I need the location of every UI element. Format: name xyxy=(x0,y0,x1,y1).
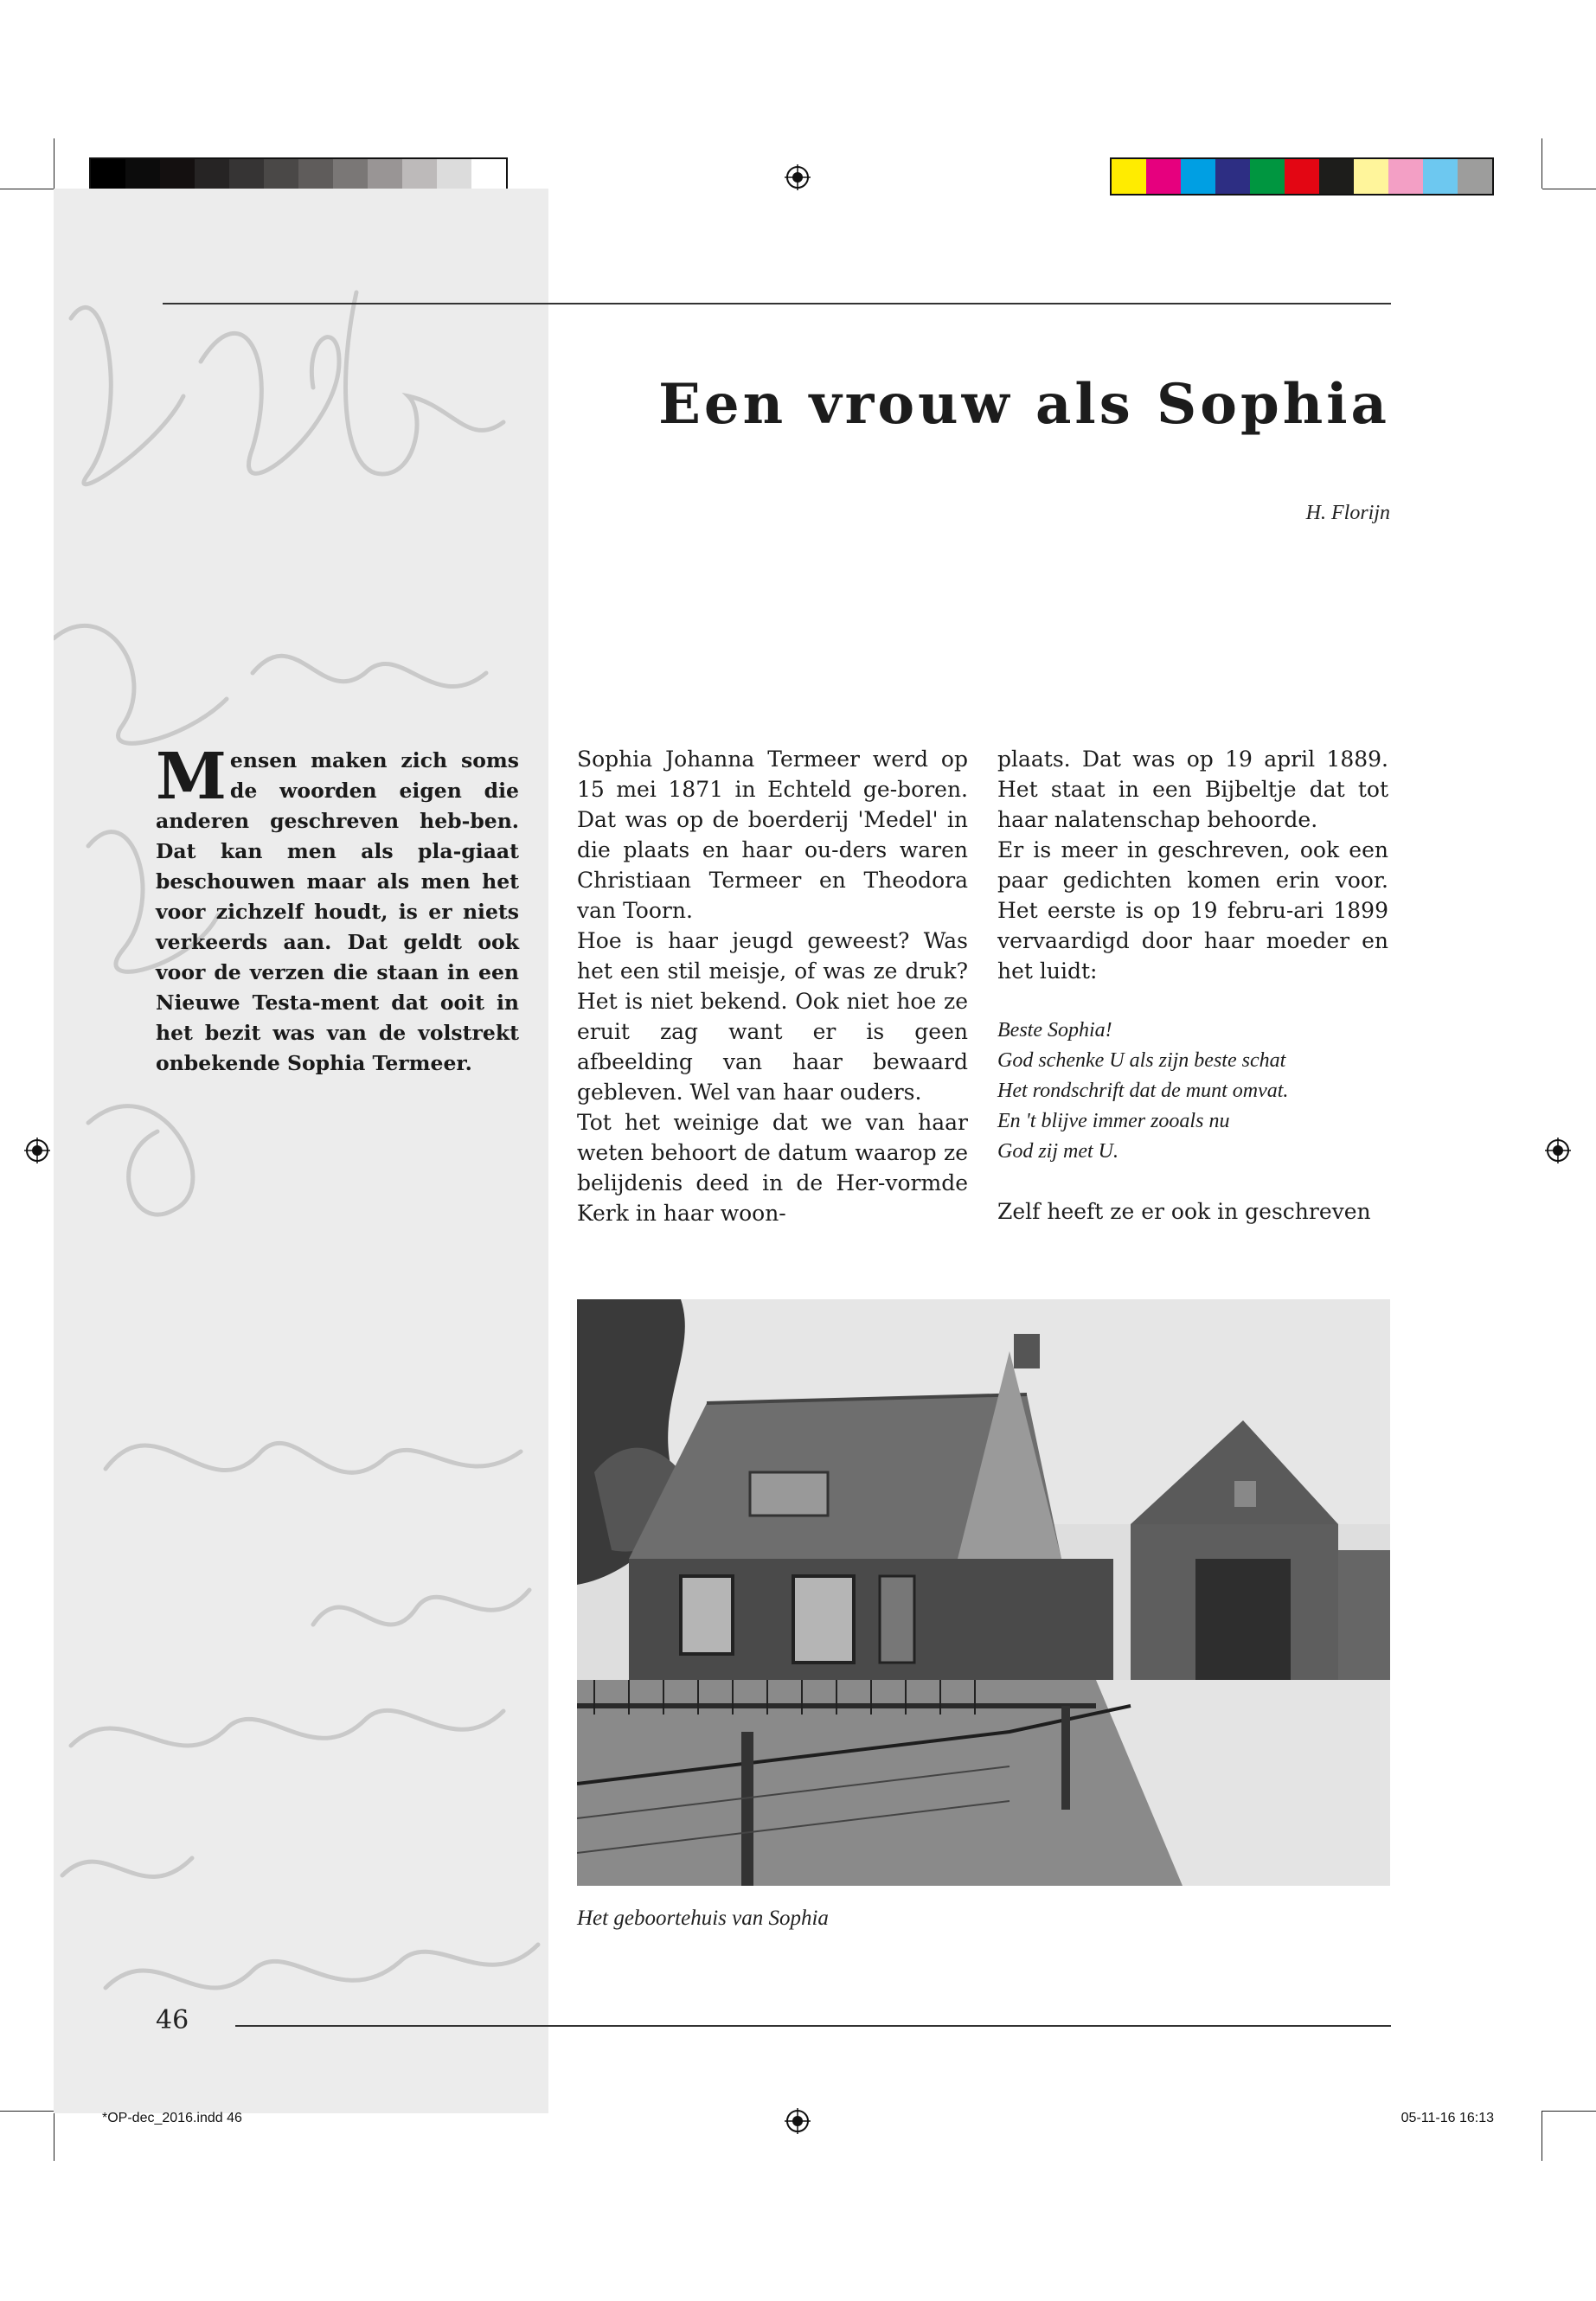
poem-line: Het rondschrift dat de munt omvat. xyxy=(997,1080,1289,1102)
photo-caption: Het geboortehuis van Sophia xyxy=(577,1907,829,1930)
registration-mark-icon xyxy=(1545,1138,1571,1163)
body-paragraph: Er is meer in geschreven, ook een paar gedichten komen erin voor. Het eerste is op 19 febru-ari 1899 vervaardigd door haar moeder en het luidt: xyxy=(997,837,1388,984)
color-swatch xyxy=(1146,159,1181,194)
registration-mark-icon xyxy=(24,1138,50,1163)
header-rule xyxy=(163,303,1391,304)
article-title: Een vrouw als Sophia xyxy=(658,372,1390,437)
poem-line: God schenke U als zijn beste schat xyxy=(997,1049,1286,1072)
color-swatch xyxy=(1423,159,1458,194)
crop-mark xyxy=(1542,2111,1596,2112)
print-slug-timestamp: 05-11-16 16:13 xyxy=(1401,2111,1494,2125)
print-slug-filename: *OP-dec_2016.indd 46 xyxy=(102,2111,242,2125)
color-swatch xyxy=(1250,159,1285,194)
birthplace-photo xyxy=(577,1299,1390,1886)
intro-paragraph xyxy=(156,740,519,1079)
poem xyxy=(997,1016,1388,1167)
body-column-2 xyxy=(997,744,1388,1227)
footer-rule xyxy=(235,2025,1391,2027)
color-control-bar xyxy=(1110,157,1494,195)
body-paragraph: plaats. Dat was op 19 april 1889. Het staat in een Bijbeltje dat tot haar nalatenschap behoorde. xyxy=(997,747,1388,832)
body-paragraph: Sophia Johanna Termeer werd op 15 mei 1871 in Echteld ge-boren. Dat was op de boerderij 'Medel' in die plaats en haar ou-ders waren Christiaan Termeer en Theodora van Toorn. xyxy=(577,747,968,923)
color-swatch xyxy=(1319,159,1354,194)
page-number: 46 xyxy=(156,2005,189,2035)
registration-mark-icon xyxy=(785,164,811,190)
body-column-1 xyxy=(577,744,968,1228)
poem-line: En 't blijve immer zooals nu xyxy=(997,1110,1230,1132)
handwriting-illustration xyxy=(54,189,548,2113)
intro-text: ensen maken zich soms de woorden eigen die anderen geschreven heb-ben. Dat kan men als pla-giaat beschouwen maar als men het voor zichzelf houdt, is er niets verkeerds aan. Dat geldt ook voor de verzen die staan in een Nieuwe Testa-ment dat ooit in het bezit was van de volstrekt onbekende Sophia Termeer. xyxy=(156,748,519,1075)
body-paragraph: Hoe is haar jeugd geweest? Was het een stil meisje, of was ze druk? Het is niet bekend. Ook niet hoe ze eruit zag want er is geen afbeelding van haar bewaard gebleven. Wel van haar ouders. xyxy=(577,928,968,1105)
registration-mark-icon xyxy=(785,2108,811,2134)
drop-cap: M xyxy=(156,740,227,814)
article-author: H. Florijn xyxy=(1305,502,1390,524)
color-swatch xyxy=(1215,159,1250,194)
farmhouse-illustration xyxy=(577,1299,1390,1886)
color-swatch xyxy=(1388,159,1423,194)
manuscript-background-panel xyxy=(54,189,548,2113)
color-swatch xyxy=(1285,159,1319,194)
poem-line: Beste Sophia! xyxy=(997,1019,1112,1042)
color-swatch xyxy=(1458,159,1492,194)
crop-mark xyxy=(0,2111,54,2112)
color-swatch xyxy=(1112,159,1146,194)
color-swatch xyxy=(1181,159,1215,194)
poem-line: God zij met U. xyxy=(997,1140,1118,1163)
color-swatch xyxy=(1354,159,1388,194)
body-paragraph: Zelf heeft ze er ook in geschreven xyxy=(997,1199,1371,1224)
body-paragraph: Tot het weinige dat we van haar weten behoort de datum waarop ze belijdenis deed in de Her-vormde Kerk in haar woon- xyxy=(577,1110,968,1226)
